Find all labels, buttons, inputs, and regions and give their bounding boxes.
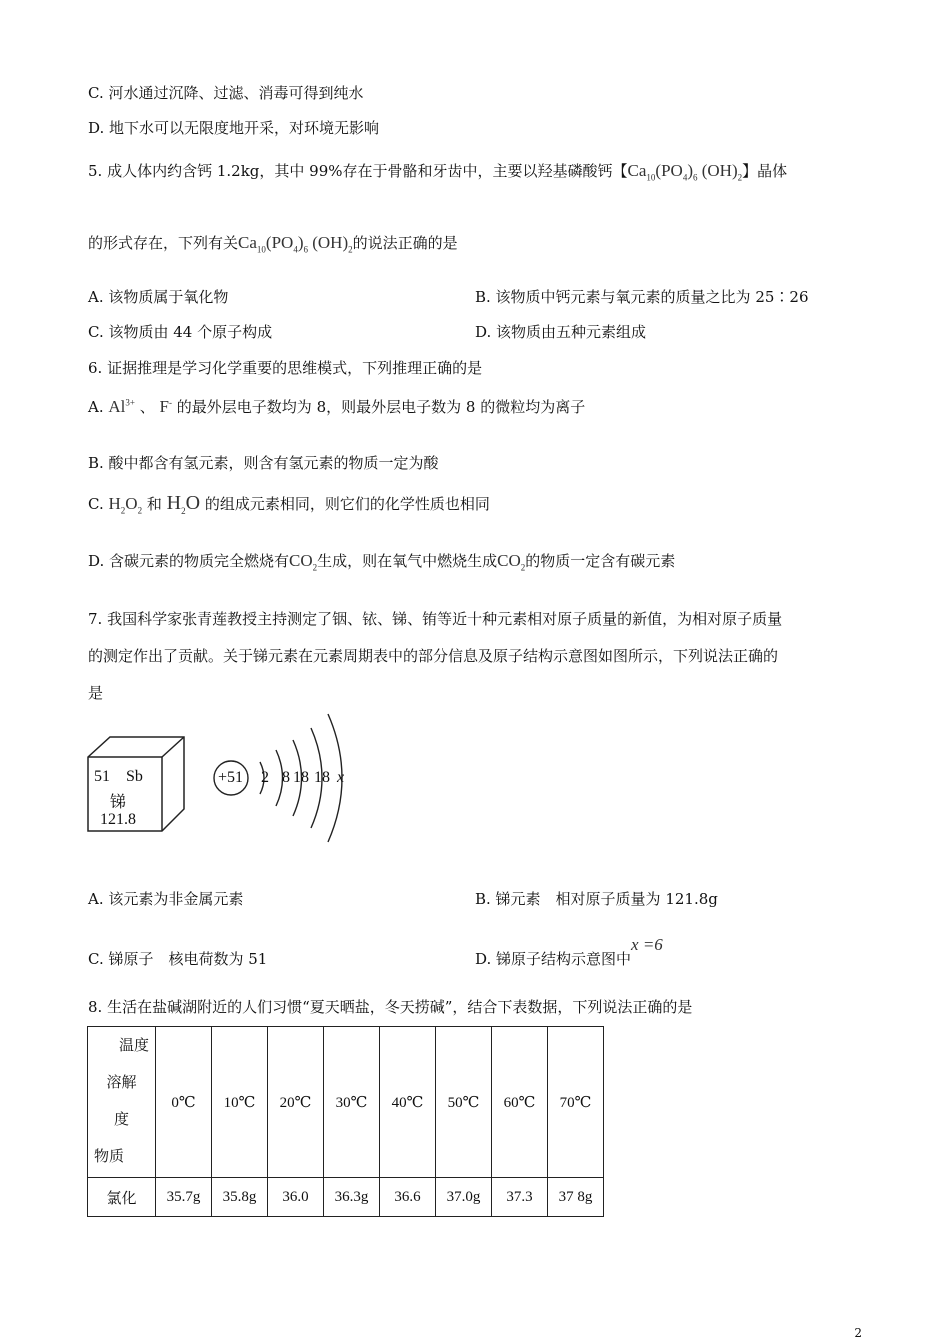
element-symbol: Sb [126,768,143,785]
q5-option-a: A. 该物质属于氧化物 [88,288,229,306]
q7-stem-line3: 是 [88,684,104,702]
q5-formula-inline: $Ca_{10}(PO_4)_6$ $(OH)_2$ [627,161,743,183]
temp-header: 20℃ [268,1027,324,1178]
q6-stem: 6. 证据推理是学习化学重要的思维模式，下列推理正确的是 [88,359,483,377]
temp-header: 50℃ [436,1027,492,1178]
element-mass: 121.8 [100,811,136,828]
q6-option-b: B. 酸中都含有氢元素，则含有氢元素的物质一定为酸 [88,454,439,472]
q4-option-c: C. 河水通过沉降、过滤、消毒可得到纯水 [88,84,364,102]
atom-shell-5: x [337,769,345,786]
temp-header: 30℃ [324,1027,380,1178]
q7-stem-line2: 的测定作出了贡献。关于锑元素在元素周期表中的部分信息及原子结构示意图如图所示，下列说法正确的 [88,647,779,665]
atom-shell-1: 2 [261,769,269,786]
q5-stem-line1: 5. 成人体内约含钙 1.2kg，其中 99%存在于骨骼和牙齿中，主要以羟基磷酸钙【$Ca_{10}(PO_4)_6$ $(OH)_2$】晶体 [88,161,788,183]
q5-stem-line2: 的形式存在，下列有关$Ca_{10}(PO_4)_6$ $(OH)_2$的说法正确的是 [88,233,458,255]
page-number: 2 [854,1326,862,1340]
q6-option-c: C. $H_2O_2$ 和 $H_2O$ 的组成元素相同，则它们的化学性质也相同 [88,492,490,516]
element-number: 51 [94,768,110,785]
q5-option-b: B. 该物质中钙元素与氧元素的质量之比为 25∶26 [475,288,809,306]
solubility-table [87,1026,604,1217]
atom-nucleus: +51 [218,769,244,786]
temp-header: 40℃ [380,1027,436,1178]
temp-header: 0℃ [156,1027,212,1178]
atom-structure-diagram [210,708,360,848]
temp-header: 60℃ [492,1027,548,1178]
q6-option-d: D. 含碳元素的物质完全燃烧有$CO_2$生成，则在氧气中燃烧生成$CO_2$的物质一定含有碳元素 [88,551,676,573]
table-header-corner: 温度 溶解 度 物质 [88,1027,156,1178]
q5-option-c: C. 该物质由 44 个原子构成 [88,323,273,341]
q5-formula-inline-2: $Ca_{10}(PO_4)_6$ $(OH)_2$ [238,233,353,255]
q6-option-a: A. $Al^{3+}$ 、 F- 的最外层电子数均为 8，则最外层电子数为 8 的微粒均为离子 [88,397,586,416]
q7-option-c: C. 锑原子 核电荷数为 51 [88,950,268,968]
table-cell: 35.7g [156,1178,212,1217]
table-cell: 36.6 [380,1178,436,1217]
table-row [88,1178,604,1217]
table-cell: 37.0g [436,1178,492,1217]
q8-stem: 8. 生活在盐碱湖附近的人们习惯“夏天晒盐，冬天捞碱”，结合下表数据，下列说法正确的是 [88,998,693,1016]
table-cell: 36.0 [268,1178,324,1217]
q7-stem-line1: 7. 我国科学家张青莲教授主持测定了铟、铱、锑、铕等近十种元素相对原子质量的新值，为相对原子质量 [88,610,783,628]
q5-option-d: D. 该物质由五种元素组成 [475,323,647,341]
element-name: 锑 [110,792,127,811]
table-header-row [88,1027,604,1178]
atom-shell-4: 18 [314,769,330,786]
table-cell: 37 8g [548,1178,604,1217]
q7-option-a: A. 该元素为非金属元素 [88,890,244,908]
atom-shell-3: 18 [293,769,309,786]
element-cell-figure [86,735,188,835]
q4-option-d: D. 地下水可以无限度地开采，对环境无影响 [88,119,380,137]
row-label: 氯化 [88,1178,156,1217]
temp-header: 70℃ [548,1027,604,1178]
q7-option-b: B. 锑元素 相对原子质量为 121.8g [475,890,718,908]
table-cell: 35.8g [212,1178,268,1217]
q7-option-d: D. 锑原子结构示意图中x =6 [475,935,663,968]
temp-header: 10℃ [212,1027,268,1178]
table-cell: 36.3g [324,1178,380,1217]
table-cell: 37.3 [492,1178,548,1217]
atom-shell-2: 8 [282,769,290,786]
